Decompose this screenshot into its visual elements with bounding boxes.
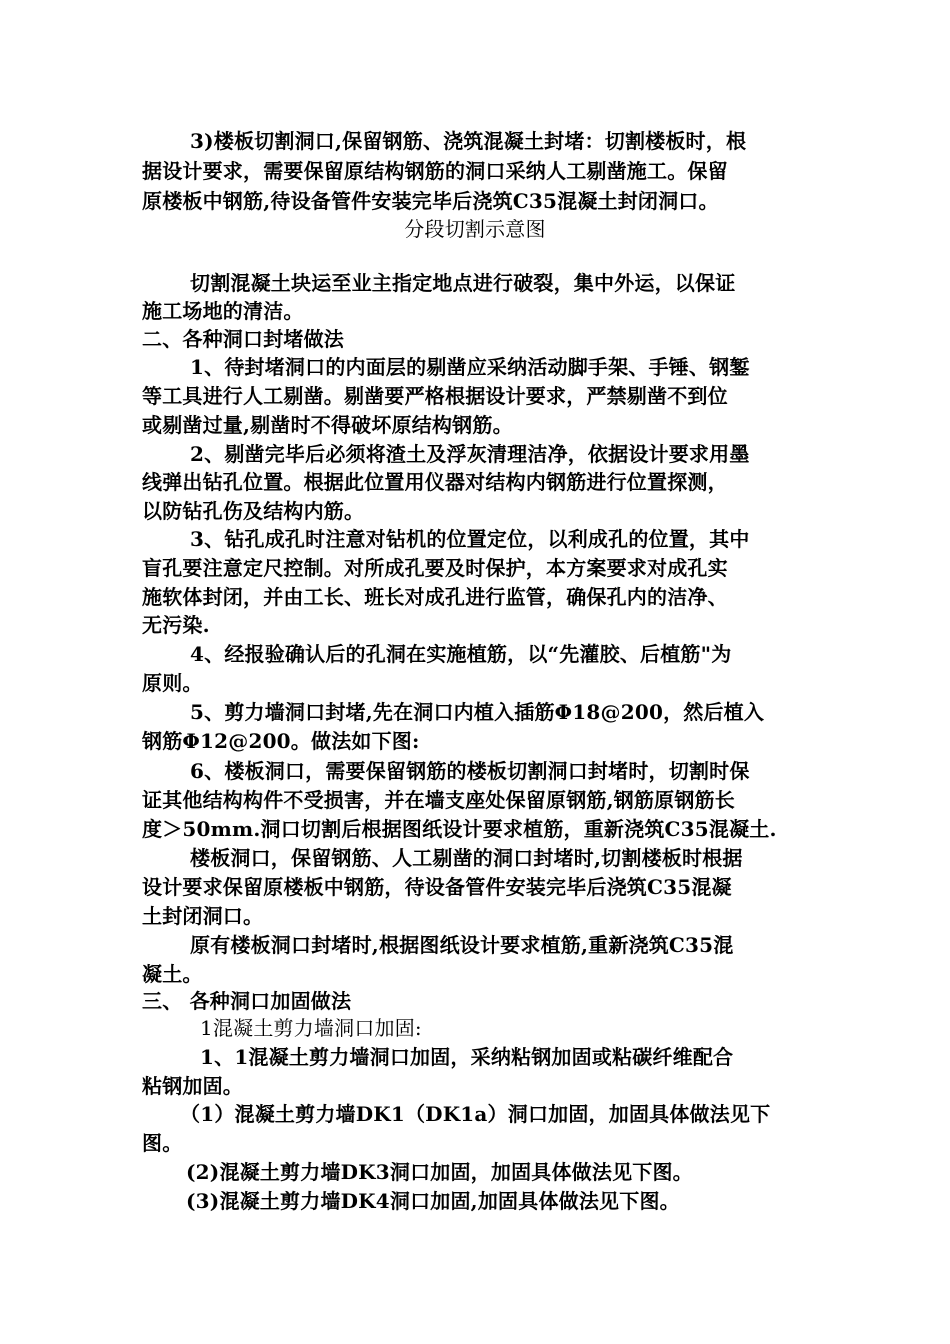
text-line: 3)楼板切割洞口,保留钢筋、浇筑混凝土封堵：切割楼板时，根 bbox=[190, 129, 747, 153]
text-line: 施工场地的清洁。 bbox=[142, 299, 304, 323]
text-line: 线弹出钻孔位置。根据此位置用仪器对结构内钢筋进行位置探测， bbox=[142, 470, 728, 494]
text-line: 图。 bbox=[142, 1131, 183, 1155]
text-line: 楼板洞口，保留钢筋、人工剔凿的洞口封堵时,切割楼板时根据 bbox=[190, 846, 743, 870]
text-line: 施软体封闭，并由工长、班长对成孔进行监管，确保孔内的洁净、 bbox=[142, 585, 728, 609]
figure-caption: 分段切割示意图 bbox=[404, 217, 546, 241]
text-line: 1、待封堵洞口的内面层的剔凿应采纳活动脚手架、手锤、钢錾 bbox=[190, 355, 750, 379]
text-line: 1、1混凝土剪力墙洞口加固，采纳粘钢加固或粘碳纤维配合 bbox=[200, 1045, 734, 1069]
section-heading: 二、各种洞口封堵做法 bbox=[142, 327, 344, 351]
text-line: 以防钻孔伤及结构内筋。 bbox=[142, 499, 365, 523]
text-line: 4、经报验确认后的孔洞在实施植筋，以“先灌胶、后植筋"为 bbox=[190, 642, 732, 666]
text-line: 盲孔要注意定尺控制。对所成孔要及时保护，本方案要求对成孔实 bbox=[142, 556, 728, 580]
text-line: 等工具进行人工剔凿。剔凿要严格根据设计要求，严禁剔凿不到位 bbox=[142, 384, 728, 408]
text-line: 原则。 bbox=[142, 671, 203, 695]
text-line: 原楼板中钢筋,待设备管件安装完毕后浇筑C35混凝土封闭洞口。 bbox=[142, 189, 719, 213]
text-line: (3)混凝土剪力墙DK4洞口加固,加固具体做法见下图。 bbox=[186, 1189, 680, 1213]
text-line: 度＞50mm.洞口切割后根据图纸设计要求植筋，重新浇筑C35混凝土. bbox=[142, 817, 777, 841]
text-line: 3、钻孔成孔时注意对钻机的位置定位，以利成孔的位置，其中 bbox=[190, 527, 750, 551]
text-line: (2)混凝土剪力墙DK3洞口加固，加固具体做法见下图。 bbox=[186, 1160, 693, 1184]
text-line: 2、剔凿完毕后必须将渣土及浮灰清理洁净，依据设计要求用墨 bbox=[190, 442, 750, 466]
text-line: 或剔凿过量,剔凿时不得破坏原结构钢筋。 bbox=[142, 413, 513, 437]
text-line: 原有楼板洞口封堵时,根据图纸设计要求植筋,重新浇筑C35混 bbox=[190, 933, 734, 957]
text-line: 切割混凝土块运至业主指定地点进行破裂，集中外运，以保证 bbox=[190, 271, 736, 295]
text-line: 土封闭洞口。 bbox=[142, 904, 264, 928]
text-line: 6、楼板洞口，需要保留钢筋的楼板切割洞口封堵时，切割时保 bbox=[190, 759, 750, 783]
text-line: 证其他结构构件不受损害，并在墙支座处保留原钢筋,钢筋原钢筋长 bbox=[142, 788, 735, 812]
text-line: 无污染. bbox=[142, 613, 210, 637]
section-heading: 三、 各种洞口加固做法 bbox=[142, 989, 352, 1013]
text-line: 钢筋Φ12@200。做法如下图: bbox=[142, 729, 420, 753]
text-line: 凝土。 bbox=[142, 962, 203, 986]
text-line: 设计要求保留原楼板中钢筋，待设备管件安装完毕后浇筑C35混凝 bbox=[142, 875, 732, 899]
subsection-heading: 1混凝土剪力墙洞口加固: bbox=[200, 1016, 422, 1040]
text-line: （1）混凝土剪力墙DK1（DK1a）洞口加固，加固具体做法见下 bbox=[180, 1102, 771, 1126]
text-line: 据设计要求，需要保留原结构钢筋的洞口采纳人工剔凿施工。保留 bbox=[142, 159, 728, 183]
text-line: 5、剪力墙洞口封堵,先在洞口内植入插筋Φ18@200，然后植入 bbox=[190, 700, 765, 724]
text-line: 粘钢加固。 bbox=[142, 1074, 243, 1098]
